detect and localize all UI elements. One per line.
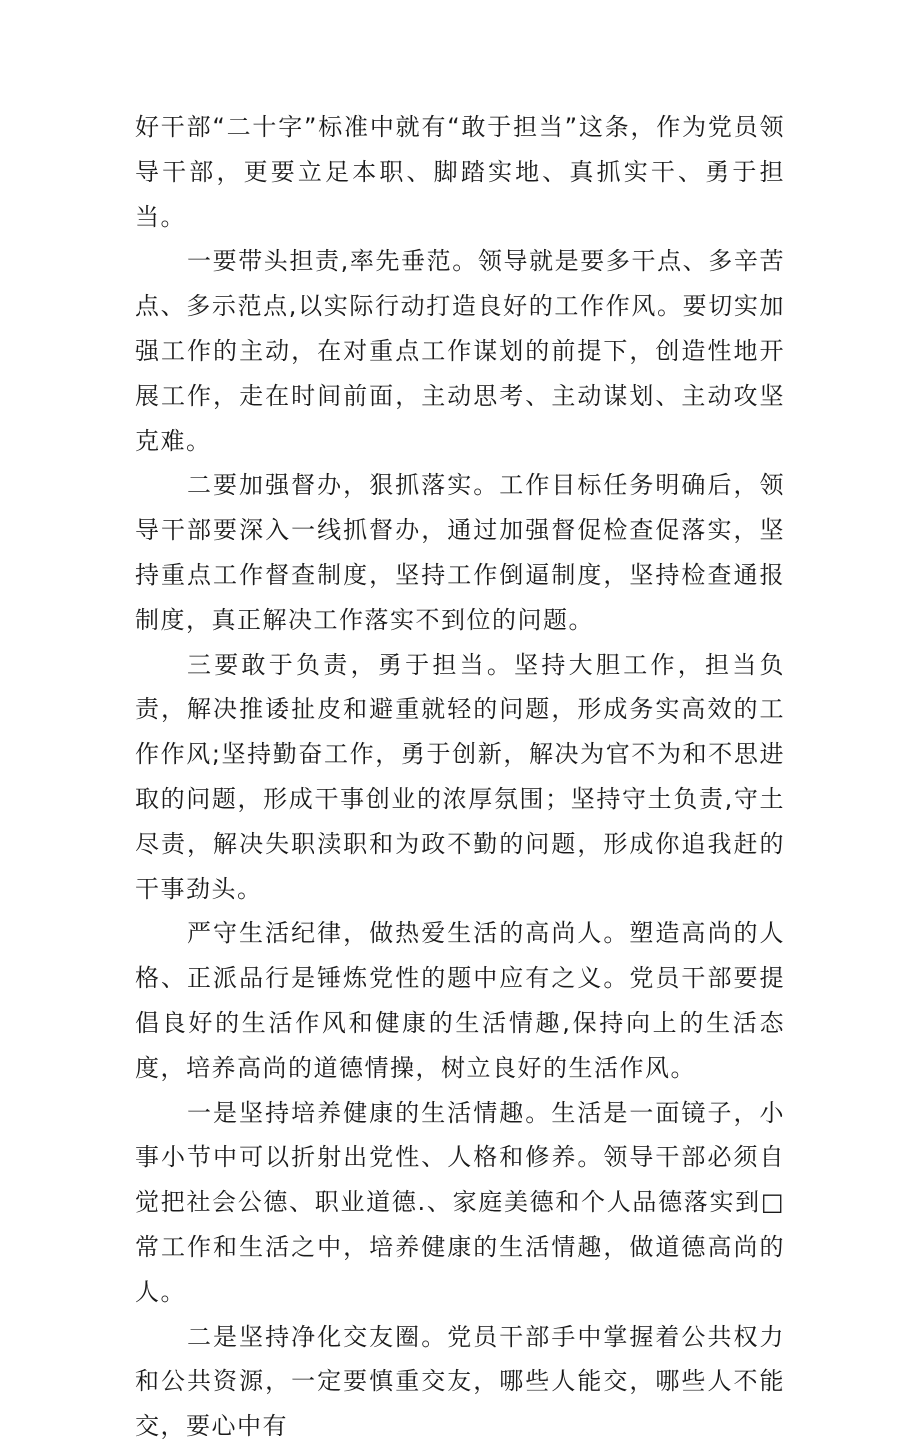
paragraph-3: 二要加强督办，狠抓落实。工作目标任务明确后，领导干部要深入一线抓督办，通过加强督促检查促落实，坚持重点工作督查制度，坚持工作倒逼制度，坚持检查通报制度，真正解决工作落实不到位的问题。 [135,471,785,634]
document-body [135,105,785,1449]
paragraph-1: 好干部“二十字”标准中就有“敢于担当”这条，作为党员领导干部，更要立足本职、脚踏实地、真抓实干、勇于担当。 [135,113,785,231]
paragraph-4: 三要敢于负责，勇于担当。坚持大胆工作，担当负责，解决推诿扯皮和避重就轻的问题，形成务实高效的工作作风;坚持勤奋工作，勇于创新，解决为官不为和不思进取的问题，形成干事创业的浓厚氛围；坚持守土负责,守土尽责，解决失职渎职和为政不勤的问题，形成你追我赶的干事劲头。 [135,650,785,903]
paragraph-7: 二是坚持净化交友圈。党员干部手中掌握着公共权力和公共资源，一定要慎重交友，哪些人能交，哪些人不能交，要心中有 [135,1322,785,1441]
paragraph-5: 严守生活纪律，做热爱生活的高尚人。塑造高尚的人格、正派品行是锤炼党性的题中应有之义。党员干部要提倡良好的生活作风和健康的生活情趣,保持向上的生活态度，培养高尚的道德情操，树立良好的生活作风。 [135,919,785,1082]
paragraph-2: 一要带头担责,率先垂范。领导就是要多干点、多辛苦点、多示范点,以实际行动打造良好的工作作风。要切实加强工作的主动，在对重点工作谋划的前提下，创造性地开展工作，走在时间前面，主动思考、主动谋划、主动攻坚克难。 [135,247,785,455]
paragraph-6: 一是坚持培养健康的生活情趣。生活是一面镜子，小事小节中可以折射出党性、人格和修养。领导干部必须自觉把社会公德、职业道德.、家庭美德和个人品德落实到□常工作和生活之中，培养健康的生活情趣，做道德高尚的人。 [135,1098,785,1306]
